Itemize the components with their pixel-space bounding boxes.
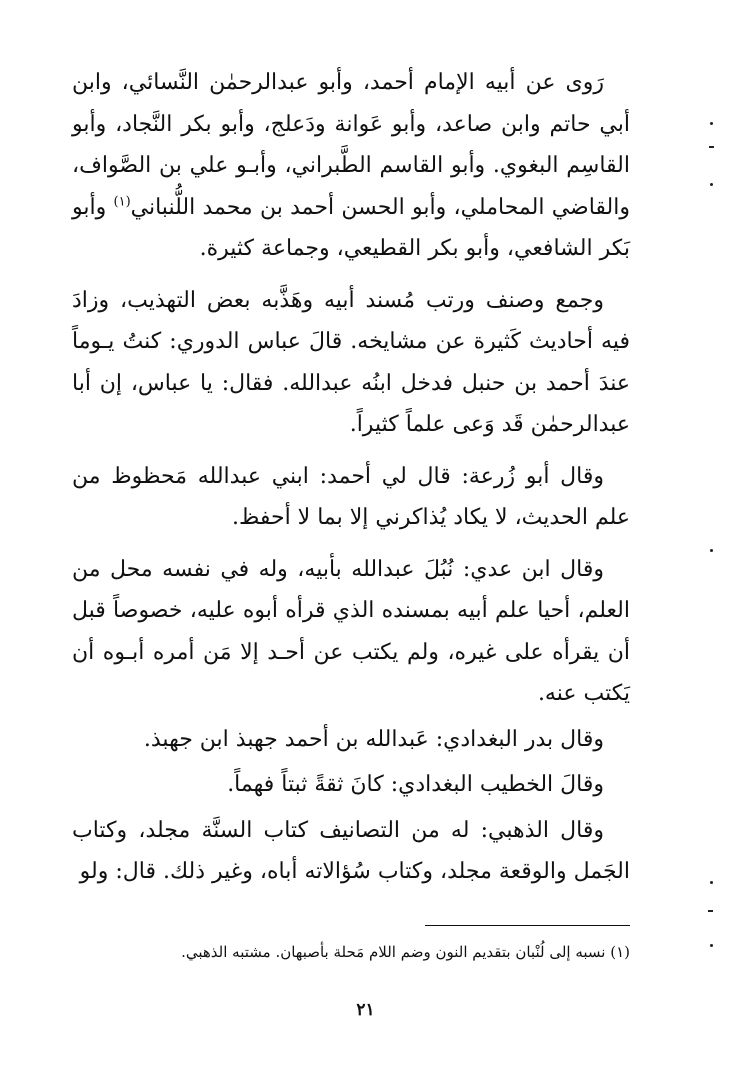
paragraph-ibn-adi: وقال ابن عدي: نُبُلَ عبدالله بأبيه، وله في نفسه محل من العلم، أحيا علم أبيه بمسنده الذي قرأه أبوه عليه، خصوصاً قبل أن يقرأه على غيره، ولم يكتب عن أحـد إلا مَن أمره أبـوه أن يَكتب عنه.: [72, 556, 630, 706]
paragraph-narrators: [72, 62, 630, 270]
page-number: ٢١: [356, 1000, 375, 1020]
margin-mark: [708, 910, 713, 912]
footnote: (١) نسبه إلى لُنْبان بتقديم النون وضم اللام مَحلة بأصبهان. مشتبه الذهبي.: [181, 943, 630, 961]
footnote-reference[interactable]: (١): [113, 194, 131, 210]
paragraph-narrators-text: رَوى عن أبيه الإمام أحمد، وأبو عبدالرحمٰن النَّسائي، وابن أبي حاتم وابن صاعد، وأبو عَوانة ودَعلج، وأبو بكر النَّجاد، وأبو القاسِم البغوي. وأبو القاسم الطَّبراني، وأبـو علي بن الصَّواف، والقاضي المحاملي، وأبو الحسن أحمد بن محمد اللُّنباني: [72, 70, 630, 220]
paragraph-narrators-text-after: وأبو بَكر الشافعي، وأبو بكر القطيعي، وجماعة كثيرة.: [72, 194, 630, 261]
margin-mark: [710, 944, 713, 947]
paragraph-dhahabi: وقال الذهبي: له من التصانيف كتاب السنَّة مجلد، وكتاب الجَمل والوقعة مجلد، وكتاب سُؤالاته أباه، وغير ذلك. قال: ولو: [72, 817, 630, 884]
margin-mark: [710, 881, 713, 884]
margin-mark: [710, 183, 713, 186]
margin-mark: [710, 549, 713, 552]
margin-mark: [710, 122, 713, 125]
footnote-separator: [425, 925, 630, 926]
page-body: [72, 62, 630, 893]
margin-mark: [709, 146, 714, 148]
paragraph-khatib: وقالَ الخطيب البغدادي: كانَ ثقةً ثبتاً فهماً.: [227, 772, 604, 797]
paragraph-abu-zura: وقال أبو زُرعة: قال لي أحمد: ابني عبدالله مَحظوظ من علم الحديث، لا يكاد يُذاكرني إلا بما لا أحفظ.: [72, 463, 630, 530]
paragraph-musnad: وجمع وصنف ورتب مُسند أبيه وهَذَّبه بعض التهذيب، وزادَ فيه أحاديث كَثيرة عن مشايخه. قالَ عباس الدوري: كنتُ يـوماً عندَ أحمد بن حنبل فدخل ابنُه عبدالله. فقال: يا عباس، إن أبا عبدالرحمٰن قَد وَعى علماً كثيراً.: [72, 287, 630, 437]
paragraph-badr: وقال بدر البغدادي: عَبدالله بن أحمد جهبذ ابن جهبذ.: [143, 726, 604, 752]
